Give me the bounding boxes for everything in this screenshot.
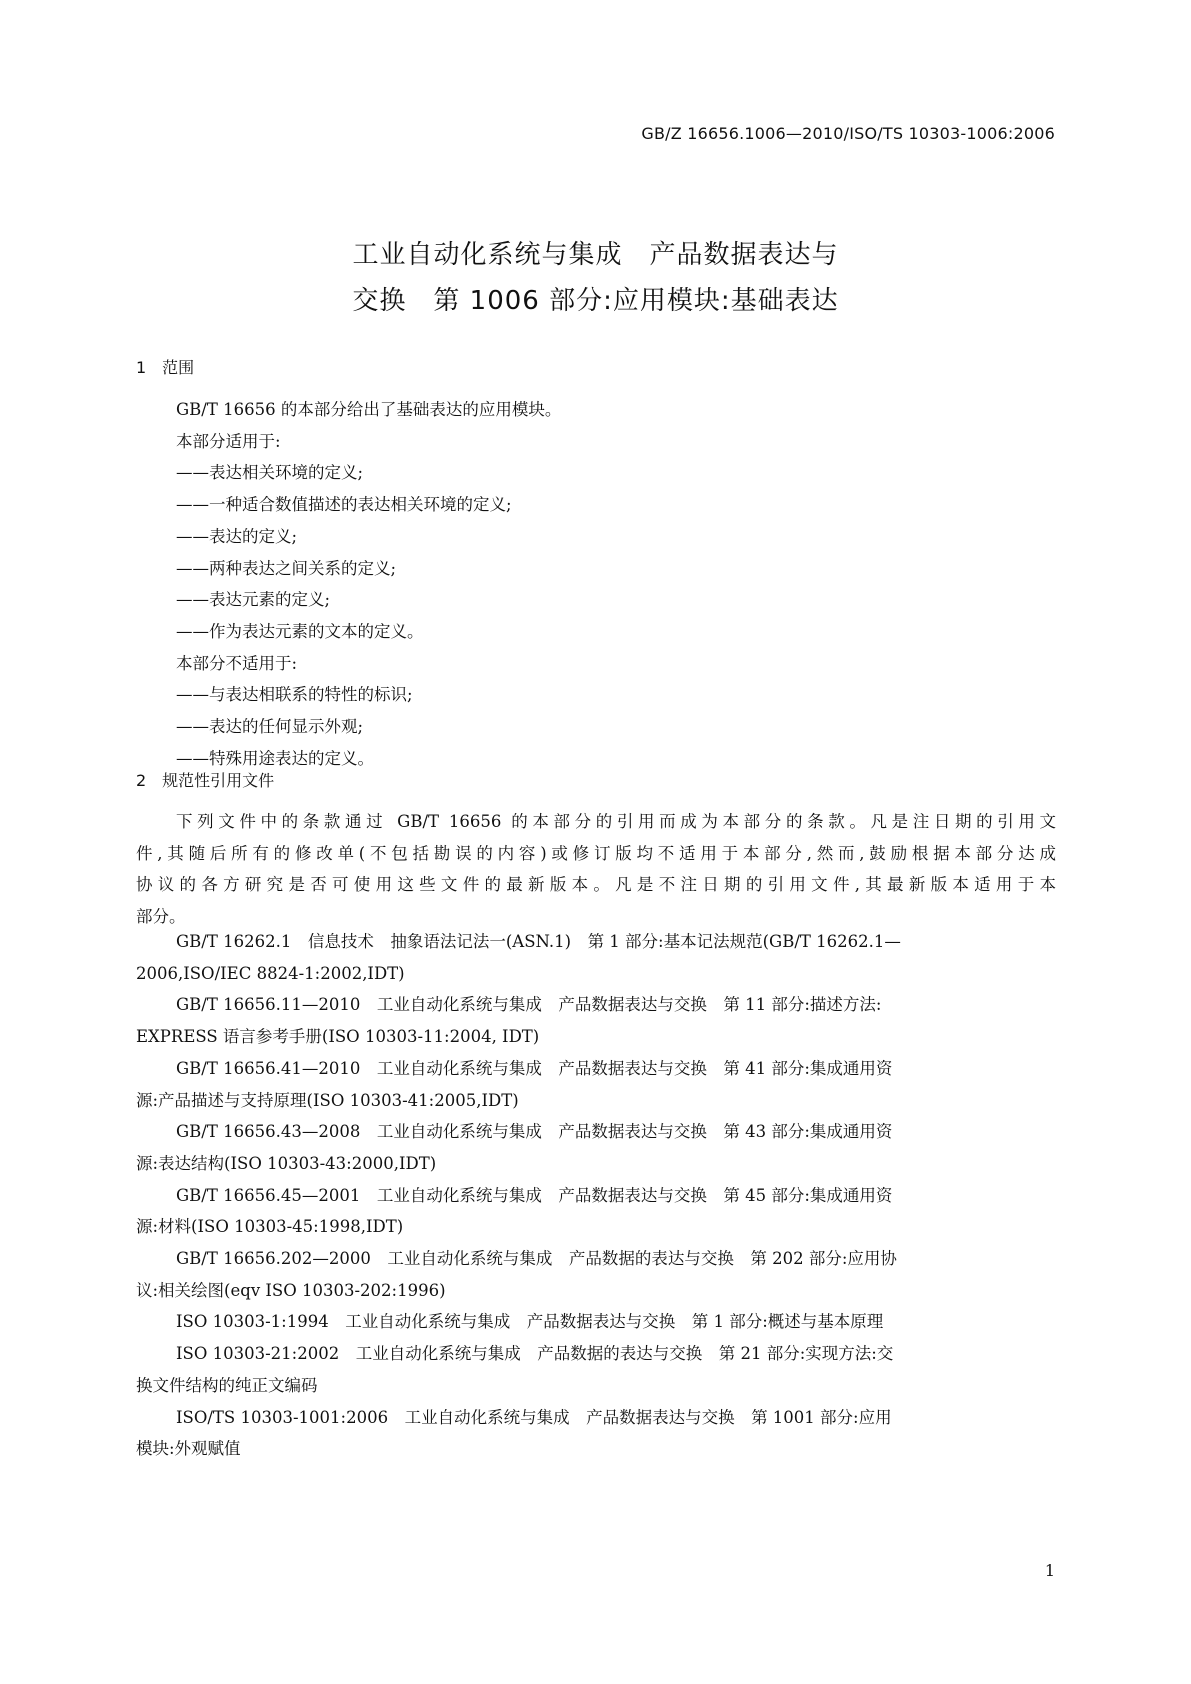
reference-line: 源:表达结构(ISO 10303-43:2000,IDT) — [136, 1153, 437, 1173]
section-2-heading: 2 规范性引用文件 — [136, 771, 275, 790]
not-applies-label: 本部分不适用于: — [176, 653, 298, 673]
list-item: ——一种适合数值描述的表达相关环境的定义; — [176, 495, 512, 515]
title-line-2: 交换 第 1006 部分:应用模块:基础表达 — [352, 286, 839, 316]
reference-line: 换文件结构的纯正文编码 — [136, 1375, 318, 1395]
standard-code: GB/Z 16656.1006—2010/ISO/TS 10303-1006:2006 — [641, 124, 1055, 143]
reference-line: 议:相关绘图(eqv ISO 10303-202:1996) — [136, 1280, 446, 1300]
reference-line: GB/T 16656.202—2000 工业自动化系统与集成 产品数据的表达与交换 第 202 部分:应用协 — [176, 1249, 897, 1269]
reference-line: 模块:外观赋值 — [136, 1439, 241, 1459]
title-line-1: 工业自动化系统与集成 产品数据表达与 — [352, 240, 839, 270]
list-item: ——表达的任何显示外观; — [176, 717, 364, 737]
list-item: ——与表达相联系的特性的标识; — [176, 685, 413, 705]
reference-line: 源:产品描述与支持原理(ISO 10303-41:2005,IDT) — [136, 1090, 519, 1110]
reference-line: EXPRESS 语言参考手册(ISO 10303-11:2004, IDT) — [136, 1027, 540, 1047]
section-1-body — [136, 394, 1056, 774]
list-item: ——两种表达之间关系的定义; — [176, 558, 397, 578]
intro-line: 协议的各方研究是否可使用这些文件的最新版本。凡是不注日期的引用文件,其最新版本适用于本 — [136, 875, 1056, 895]
list-item: ——表达元素的定义; — [176, 590, 331, 610]
list-item: ——表达的定义; — [176, 526, 298, 546]
section-2-intro — [136, 806, 1056, 933]
reference-line: ISO 10303-21:2002 工业自动化系统与集成 产品数据的表达与交换 第 21 部分:实现方法:交 — [176, 1344, 894, 1364]
scope-intro: GB/T 16656 的本部分给出了基础表达的应用模块。 — [176, 400, 562, 419]
reference-line: ISO/TS 10303-1001:2006 工业自动化系统与集成 产品数据表达与交换 第 1001 部分:应用 — [176, 1407, 892, 1427]
reference-line: 源:材料(ISO 10303-45:1998,IDT) — [136, 1217, 404, 1237]
intro-line: 件,其随后所有的修改单(不包括勘误的内容)或修订版均不适用于本部分,然而,鼓励根据本部分达成 — [136, 843, 1056, 863]
page-number: 1 — [1044, 1561, 1055, 1580]
reference-line: GB/T 16656.41—2010 工业自动化系统与集成 产品数据表达与交换 第 41 部分:集成通用资 — [176, 1058, 893, 1078]
document-title — [0, 232, 1191, 324]
applies-label: 本部分适用于: — [176, 431, 281, 451]
section-1-heading: 1 范围 — [136, 358, 195, 377]
list-item: ——表达相关环境的定义; — [176, 463, 364, 483]
reference-line: GB/T 16262.1 信息技术 抽象语法记法一(ASN.1) 第 1 部分:基本记法规范(GB/T 16262.1— — [176, 932, 901, 951]
intro-line: 下列文件中的条款通过 GB/T 16656 的本部分的引用而成为本部分的条款。凡是注日期的引用文 — [176, 812, 1056, 831]
reference-list — [136, 926, 1056, 1465]
list-item: ——作为表达元素的文本的定义。 — [176, 621, 424, 641]
reference-line: ISO 10303-1:1994 工业自动化系统与集成 产品数据表达与交换 第 1 部分:概述与基本原理 — [176, 1312, 884, 1332]
reference-line: GB/T 16656.43—2008 工业自动化系统与集成 产品数据表达与交换 第 43 部分:集成通用资 — [176, 1122, 893, 1142]
intro-line: 部分。 — [136, 907, 186, 927]
reference-line: 2006,ISO/IEC 8824-1:2002,IDT) — [136, 963, 405, 983]
reference-line: GB/T 16656.11—2010 工业自动化系统与集成 产品数据表达与交换 第 11 部分:描述方法: — [176, 995, 882, 1015]
reference-line: GB/T 16656.45—2001 工业自动化系统与集成 产品数据表达与交换 第 45 部分:集成通用资 — [176, 1185, 893, 1205]
list-item: ——特殊用途表达的定义。 — [176, 748, 374, 768]
